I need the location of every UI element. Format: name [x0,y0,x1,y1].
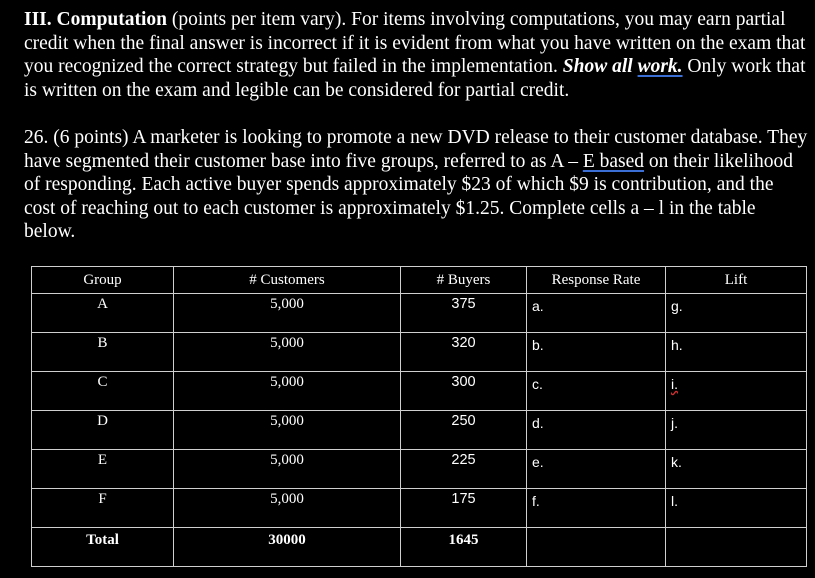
cell-customers: 5,000 [270,452,304,468]
cell-buyers: 375 [451,296,476,312]
cell-group: D [97,413,108,429]
cell-response-rate: b. [532,337,544,353]
header-buyers: # Buyers [401,267,527,294]
cell-group: B [97,335,108,351]
cell-lift: k. [671,454,682,470]
show-all-text: Show all [562,56,638,77]
header-lift: Lift [666,267,807,294]
header-customers: # Customers [174,267,401,294]
table-row [32,489,807,528]
table-row [32,450,807,489]
cell-customers: 5,000 [270,491,304,507]
cell-response-rate: e. [532,454,544,470]
question-26 [24,126,809,244]
header-group: Group [32,267,174,294]
cell-lift: g. [671,298,683,314]
cell-buyers: 250 [451,413,476,429]
cell-buyers: 175 [451,491,476,507]
total-buyers: 1645 [448,532,479,548]
cell-group: E [97,452,108,468]
cell-response-rate: c. [532,376,543,392]
question-text-part1: 26. (6 points) A marketer is looking to promote a new DVD release to their customer database. They have segmented their customer base into five groups, referred to as A – [24,127,808,172]
cell-buyers: 300 [451,374,476,390]
cell-group: A [97,296,108,312]
cell-customers: 5,000 [270,335,304,351]
work-text: work. [637,56,683,77]
table-total-row [32,528,807,567]
cell-lift: h. [671,337,683,353]
cell-lift: i. [671,376,678,392]
total-customers: 30000 [268,532,306,548]
section-note: Only work that is written on the exam and legible can be considered for partial credit. [24,56,806,101]
section-intro: (points per item vary). For items involving computations, you may earn partial credit when the final answer is incorrect if it is evident from what you have written on the exam that you recognized the correct strategy but failed in the implementation. [24,9,806,77]
cell-buyers: 225 [451,452,476,468]
cell-response-rate: a. [532,298,544,314]
table-row [32,411,807,450]
section-instructions [24,8,809,102]
table-row [32,372,807,411]
cell-customers: 5,000 [270,296,304,312]
table-row [32,333,807,372]
cell-lift: l. [671,493,678,509]
section-heading: III. Computation [24,9,168,30]
total-lift [666,528,806,532]
question-text-part2: on their likelihood of responding. Each active buyer spends approximately $23 of which $9 is contribution, and the cost of reaching out to each customer is approximately $1.25. Complete cells a – l in the table below. [24,150,793,242]
cell-customers: 5,000 [270,374,304,390]
cell-customers: 5,000 [270,413,304,429]
response-table [31,266,807,567]
cell-lift: j. [671,415,678,431]
header-response-rate: Response Rate [527,267,666,294]
question-underlined-text: E based [582,150,645,172]
cell-buyers: 320 [451,335,476,351]
table-header-row [32,267,807,294]
table-row [32,294,807,333]
cell-response-rate: d. [532,415,544,431]
total-label: Total [86,532,119,548]
cell-group: F [98,491,107,507]
cell-response-rate: f. [532,493,540,509]
cell-group: C [97,374,108,390]
total-response-rate [527,528,665,532]
